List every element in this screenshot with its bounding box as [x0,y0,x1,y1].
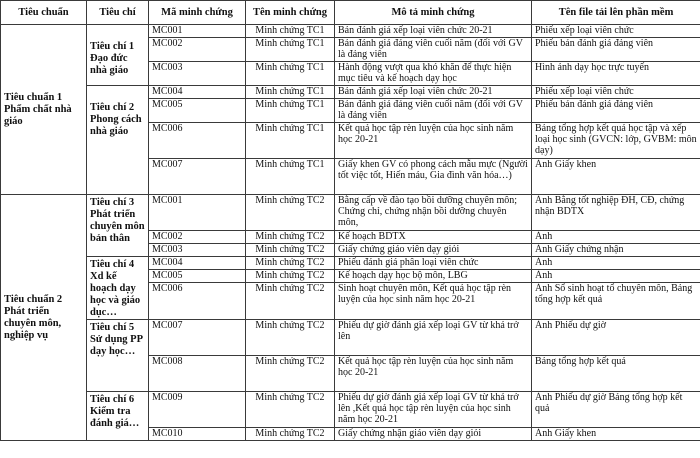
table-row [1,392,700,428]
criterion-5-cell: Tiêu chí 5 Sử dụng PP dạy học… [87,320,149,392]
table-row [1,257,700,270]
evidence-code: MC010 [149,428,246,441]
header-evidence-name: Tên minh chứng [246,1,335,25]
evidence-filename: Ảnh [532,270,700,283]
evidence-name: Minh chứng TC2 [246,257,335,270]
table-row [1,320,700,356]
evidence-description: Phiếu dự giờ đánh giá xếp loại GV từ khá trở lên [335,320,532,356]
standard-2-cell: Tiêu chuẩn 2 Phát triển chuyên môn, nghiệp vụ [1,195,87,441]
evidence-filename: Ảnh [532,231,700,244]
evidence-description: Giấy khen GV có phong cách mẫu mực (Người tốt việc tốt, Hiến máu, Gia đình văn hóa…) [335,159,532,195]
header-row [1,1,700,25]
evidence-filename: Ảnh Giấy khen [532,159,700,195]
standard-1-cell: Tiêu chuẩn 1 Phẩm chất nhà giáo [1,25,87,195]
evidence-filename: Ảnh Giấy khen [532,428,700,441]
evidence-name: Minh chứng TC1 [246,62,335,86]
evidence-description: Giấy chứng giáo viên dạy giỏi [335,244,532,257]
evidence-name: Minh chứng TC1 [246,159,335,195]
header-description: Mô tả minh chứng [335,1,532,25]
evidence-code: MC003 [149,62,246,86]
evidence-filename: Phiếu xếp loại viên chức [532,25,700,38]
evidence-name: Minh chứng TC2 [246,231,335,244]
evidence-name: Minh chứng TC2 [246,356,335,392]
header-filename: Tên file tải lên phần mềm [532,1,700,25]
evidence-code: MC004 [149,257,246,270]
evidence-filename: Phiếu bản đánh giá đảng viên [532,38,700,62]
evidence-description: Phiếu dự giờ đánh giá xếp loại GV từ khá trở lên ,Kết quả học tập rèn luyện của học sinh năm học 20-21 [335,392,532,428]
evidence-name: Minh chứng TC2 [246,244,335,257]
evidence-code: MC001 [149,25,246,38]
evidence-code: MC001 [149,195,246,231]
evidence-filename: Ảnh Giấy chứng nhận [532,244,700,257]
table-row [1,86,700,99]
evidence-description: Hành động vượt qua khó khăn để thực hiện mục tiêu và kế hoạch dạy học [335,62,532,86]
evidence-description: Bằng cấp về đào tạo bồi dưỡng chuyên môn; Chứng chỉ, chứng nhận bồi dưỡng chuyên môn, [335,195,532,231]
evidence-code: MC008 [149,356,246,392]
evidence-description: Kế hoạch BDTX [335,231,532,244]
evidence-name: Minh chứng TC1 [246,38,335,62]
evidence-name: Minh chứng TC1 [246,25,335,38]
evidence-description: Phiếu đánh giá phân loại viên chức [335,257,532,270]
evidence-code: MC007 [149,320,246,356]
evidence-filename: Ảnh [532,257,700,270]
criterion-4-cell: Tiêu chí 4 Xd kế hoạch dạy học và giáo dục… [87,257,149,320]
evidence-description: Bản đánh giá xếp loại viên chức 20-21 [335,25,532,38]
evidence-filename: Ảnh Phiếu dự giờ [532,320,700,356]
evidence-name: Minh chứng TC2 [246,195,335,231]
evidence-filename: Ảnh Phiếu dự giờ Bảng tổng hợp kết quả [532,392,700,428]
criterion-1-cell: Tiêu chí 1 Đạo đức nhà giáo [87,25,149,86]
evidence-description: Giấy chứng nhận giáo viên dạy giỏi [335,428,532,441]
evidence-name: Minh chứng TC1 [246,86,335,99]
evidence-filename: Ảnh Bằng tốt nghiệp ĐH, CĐ, chứng nhận BDTX [532,195,700,231]
header-standard: Tiêu chuẩn [1,1,87,25]
evidence-code: MC003 [149,244,246,257]
evidence-name: Minh chứng TC2 [246,428,335,441]
evidence-description: Kết quả học tập rèn luyện của học sinh năm học 20-21 [335,123,532,159]
evidence-code: MC002 [149,231,246,244]
evidence-description: Kết quả học tập rèn luyện của học sinh năm học 20-21 [335,356,532,392]
evidence-description: Kế hoạch dạy học bộ môn, LBG [335,270,532,283]
evidence-code: MC005 [149,99,246,123]
evidence-code: MC002 [149,38,246,62]
evidence-name: Minh chứng TC2 [246,392,335,428]
criterion-2-cell: Tiêu chí 2 Phong cách nhà giáo [87,86,149,195]
evidence-code: MC009 [149,392,246,428]
evidence-filename: Phiếu bản đánh giá đảng viên [532,99,700,123]
table-row [1,195,700,231]
evidence-name: Minh chứng TC1 [246,123,335,159]
evidence-code: MC006 [149,123,246,159]
evidence-name: Minh chứng TC2 [246,270,335,283]
evidence-code: MC004 [149,86,246,99]
evidence-description: Sinh hoạt chuyên môn, Kết quả học tập rèn luyện của học sinh năm học 20-21 [335,283,532,320]
evidence-name: Minh chứng TC1 [246,99,335,123]
evidence-filename: Bảng tổng hợp kết quả [532,356,700,392]
evidence-code: MC006 [149,283,246,320]
header-code: Mã minh chứng [149,1,246,25]
evidence-name: Minh chứng TC2 [246,283,335,320]
evidence-description: Bản đánh giá xếp loại viên chức 20-21 [335,86,532,99]
evidence-description: Bản đánh giá đảng viên cuối năm (đối với GV là đảng viên [335,38,532,62]
evidence-filename: Hình ảnh dạy học trực tuyến [532,62,700,86]
table-row [1,25,700,38]
evidence-filename: Ảnh Sổ sinh hoạt tổ chuyên môn, Bảng tổng hợp kết quả [532,283,700,320]
evidence-code: MC007 [149,159,246,195]
evidence-filename: Phiếu xếp loại viên chức [532,86,700,99]
evidence-name: Minh chứng TC2 [246,320,335,356]
criterion-6-cell: Tiêu chí 6 Kiểm tra đánh giá… [87,392,149,441]
evidence-code: MC005 [149,270,246,283]
evidence-description: Bản đánh giá đảng viên cuối năm (đối với GV là đảng viên [335,99,532,123]
criterion-3-cell: Tiêu chí 3 Phát triển chuyên môn bản thân [87,195,149,257]
header-criterion: Tiêu chí [87,1,149,25]
evidence-filename: Bảng tổng hợp kết quả học tập và xếp loại học sinh (GVCN: lớp, GVBM: môn dạy) [532,123,700,159]
